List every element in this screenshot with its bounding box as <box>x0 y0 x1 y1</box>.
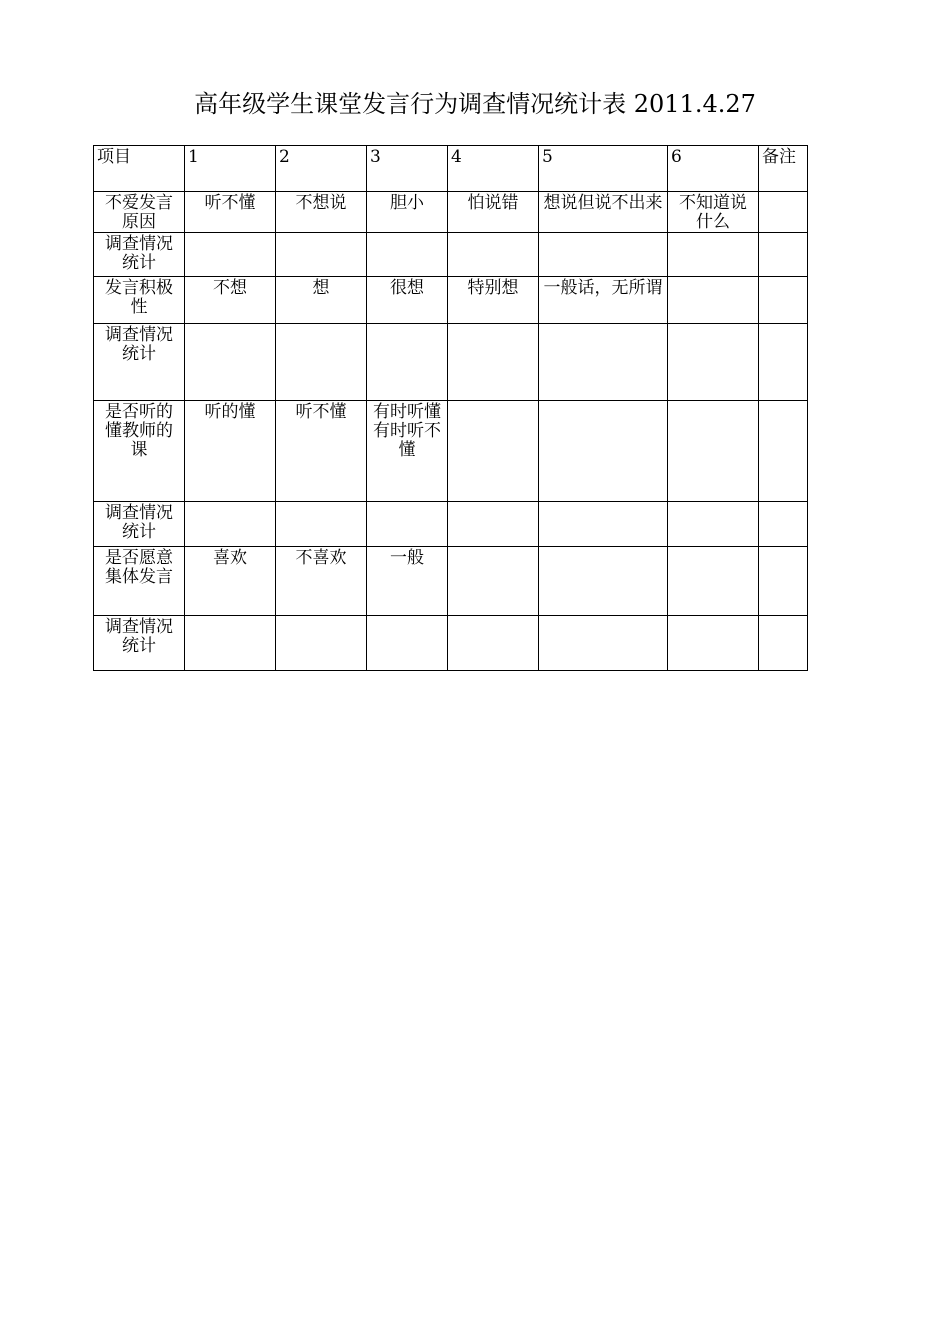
table-row <box>94 401 808 502</box>
table-cell <box>759 233 808 277</box>
table-cell <box>367 233 448 277</box>
table-cell <box>539 547 668 616</box>
table-cell <box>759 277 808 324</box>
header-row <box>94 146 808 192</box>
table-cell <box>759 192 808 233</box>
table-cell <box>759 547 808 616</box>
header-cell-6: 6 <box>668 146 759 192</box>
table-cell: 想 <box>276 277 367 324</box>
table-row <box>94 616 808 671</box>
table-cell: 喜欢 <box>185 547 276 616</box>
table-cell <box>539 233 668 277</box>
table-row <box>94 502 808 547</box>
table-cell <box>539 616 668 671</box>
table-row <box>94 277 808 324</box>
table-cell <box>759 324 808 401</box>
table-cell <box>448 547 539 616</box>
row-label: 是否听的懂教师的课 <box>94 401 185 502</box>
table-row <box>94 547 808 616</box>
table-cell <box>448 616 539 671</box>
table-cell: 不喜欢 <box>276 547 367 616</box>
row-label: 调查情况统计 <box>94 233 185 277</box>
table-cell <box>759 616 808 671</box>
table-cell <box>448 401 539 502</box>
table-cell <box>367 502 448 547</box>
table-cell <box>276 324 367 401</box>
table-cell: 听的懂 <box>185 401 276 502</box>
header-cell-1: 1 <box>185 146 276 192</box>
table-cell: 想说但说不出来 <box>539 192 668 233</box>
table-cell <box>185 616 276 671</box>
table-cell <box>185 502 276 547</box>
table-cell <box>759 502 808 547</box>
table-cell <box>668 502 759 547</box>
table-cell <box>448 502 539 547</box>
table-cell: 胆小 <box>367 192 448 233</box>
table-cell <box>668 547 759 616</box>
row-label: 是否愿意集体发言 <box>94 547 185 616</box>
header-cell-3: 3 <box>367 146 448 192</box>
table-cell: 特别想 <box>448 277 539 324</box>
table-cell: 不想说 <box>276 192 367 233</box>
table-cell: 听不懂 <box>276 401 367 502</box>
row-label: 发言积极性 <box>94 277 185 324</box>
table-cell: 很想 <box>367 277 448 324</box>
table-cell: 怕说错 <box>448 192 539 233</box>
header-cell-2: 2 <box>276 146 367 192</box>
table-cell <box>448 324 539 401</box>
row-label: 调查情况统计 <box>94 616 185 671</box>
table-cell <box>276 616 367 671</box>
table-cell <box>367 324 448 401</box>
table-cell <box>185 324 276 401</box>
table-cell <box>668 616 759 671</box>
row-label: 调查情况统计 <box>94 502 185 547</box>
table-cell <box>539 324 668 401</box>
table-cell: 不想 <box>185 277 276 324</box>
table-cell <box>448 233 539 277</box>
header-cell-5: 5 <box>539 146 668 192</box>
header-cell-remarks: 备注 <box>759 146 808 192</box>
table-cell: 不知道说什么 <box>668 192 759 233</box>
table-cell <box>539 401 668 502</box>
table-cell <box>276 233 367 277</box>
table-cell <box>276 502 367 547</box>
table-cell <box>668 233 759 277</box>
table-cell <box>759 401 808 502</box>
table-cell: 有时听懂有时听不懂 <box>367 401 448 502</box>
table-row <box>94 192 808 233</box>
table-cell <box>367 616 448 671</box>
page-title: 高年级学生课堂发言行为调查情况统计表 2011.4.27 <box>194 90 756 118</box>
table-row <box>94 233 808 277</box>
table-cell: 一般 <box>367 547 448 616</box>
table-cell <box>668 277 759 324</box>
table-cell <box>185 233 276 277</box>
header-cell-item: 项目 <box>94 146 185 192</box>
row-label: 调查情况统计 <box>94 324 185 401</box>
table-row <box>94 324 808 401</box>
table-cell <box>539 502 668 547</box>
table-cell: 一般话，无所谓 <box>539 277 668 324</box>
header-cell-4: 4 <box>448 146 539 192</box>
table-cell <box>668 324 759 401</box>
survey-table <box>93 145 808 671</box>
row-label: 不爱发言原因 <box>94 192 185 233</box>
table-cell <box>668 401 759 502</box>
table-cell: 听不懂 <box>185 192 276 233</box>
